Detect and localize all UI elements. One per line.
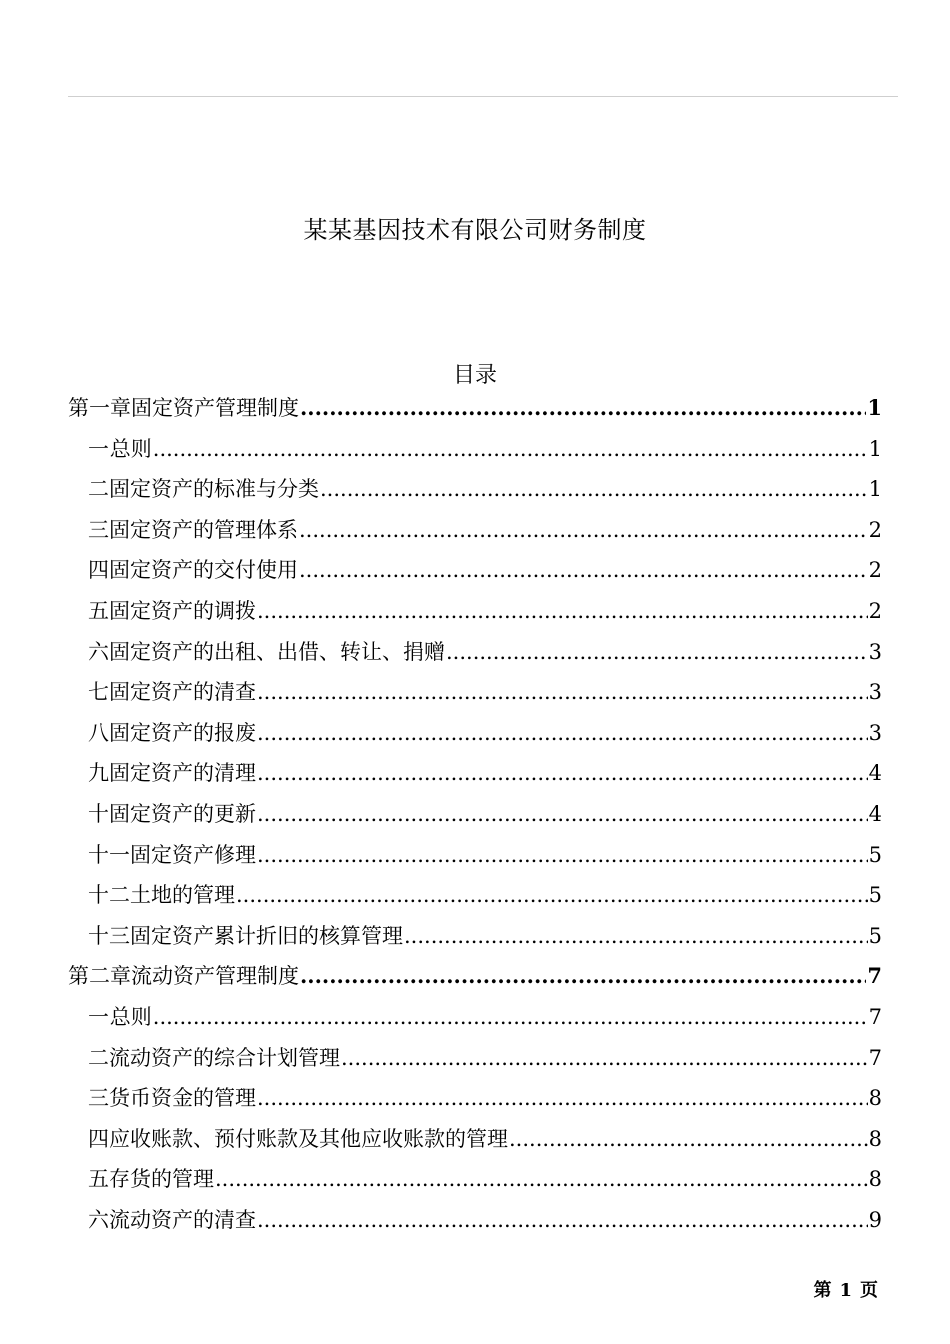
toc-dot-leader — [153, 437, 868, 461]
toc-entry-label: 流动资产管理制度 — [131, 964, 299, 989]
toc-entry-label: 固定资产的报废 — [109, 720, 256, 745]
toc-section-entry[interactable] — [68, 676, 882, 717]
toc-entry-number: 二 — [88, 477, 109, 502]
toc-entry-label: 总则 — [109, 436, 152, 461]
toc-dot-leader — [509, 1127, 868, 1151]
toc-entry-label: 固定资产的清理 — [109, 761, 256, 786]
toc-dot-leader — [257, 1086, 868, 1110]
toc-entry-label: 存货的管理 — [109, 1167, 214, 1192]
toc-dot-leader — [299, 518, 868, 542]
toc-dot-leader — [257, 680, 868, 704]
toc-entry-label: 固定资产的标准与分类 — [109, 477, 319, 502]
toc-dot-leader — [300, 395, 866, 420]
toc-section-entry[interactable] — [68, 1082, 882, 1123]
toc-entry-label: 固定资产的管理体系 — [109, 517, 298, 542]
toc-entry-label: 应收账款、预付账款及其他应收账款的管理 — [109, 1126, 508, 1151]
table-of-contents — [68, 392, 882, 1244]
toc-dot-leader — [257, 1208, 868, 1232]
toc-section-entry[interactable] — [68, 798, 882, 839]
header-rule — [68, 96, 898, 97]
toc-section-entry[interactable] — [68, 636, 882, 677]
toc-entry-number: 一 — [88, 1004, 109, 1029]
toc-entry-page: 4 — [868, 761, 882, 786]
toc-entry-page: 3 — [868, 680, 882, 705]
toc-entry-number: 八 — [88, 720, 109, 745]
toc-entry-page: 8 — [868, 1167, 882, 1192]
toc-entry-number: 四 — [88, 558, 109, 583]
toc-section-entry[interactable] — [68, 595, 882, 636]
toc-dot-leader — [153, 1005, 868, 1029]
toc-entry-number: 六 — [88, 639, 109, 664]
toc-entry-label: 土地的管理 — [130, 883, 235, 908]
toc-entry-number: 十 — [88, 801, 109, 826]
toc-entry-page: 9 — [868, 1207, 882, 1232]
toc-entry-page: 4 — [868, 801, 882, 826]
footer-prefix: 第 — [813, 1280, 832, 1301]
toc-chapter-entry[interactable] — [68, 960, 882, 1001]
toc-heading: 目录 — [452, 363, 497, 388]
toc-dot-leader — [215, 1167, 868, 1191]
toc-section-entry[interactable] — [68, 717, 882, 758]
toc-dot-leader — [257, 761, 868, 785]
toc-section-entry[interactable] — [68, 839, 882, 880]
toc-entry-label: 固定资产累计折旧的核算管理 — [130, 923, 403, 948]
toc-dot-leader — [257, 843, 868, 867]
page-footer — [809, 1276, 882, 1302]
toc-entry-page: 5 — [868, 923, 882, 948]
toc-entry-number: 第一章 — [68, 396, 131, 420]
toc-entry-page: 2 — [868, 598, 882, 623]
toc-entry-label: 总则 — [109, 1004, 152, 1029]
toc-entry-page: 7 — [867, 963, 882, 989]
toc-entry-number: 一 — [88, 436, 109, 461]
toc-dot-leader — [257, 802, 868, 826]
toc-entry-number: 第二章 — [68, 964, 131, 989]
toc-entry-label: 固定资产的调拨 — [109, 598, 256, 623]
toc-dot-leader — [446, 640, 868, 664]
toc-section-entry[interactable] — [68, 1123, 882, 1164]
toc-dot-leader — [257, 721, 868, 745]
toc-entry-page: 7 — [868, 1045, 882, 1070]
toc-entry-page: 3 — [868, 720, 882, 745]
toc-entry-number: 六 — [88, 1207, 109, 1232]
toc-entry-number: 十二 — [88, 883, 130, 908]
toc-section-entry[interactable] — [68, 1163, 882, 1204]
toc-entry-page: 3 — [868, 639, 882, 664]
toc-section-entry[interactable] — [68, 514, 882, 555]
document-title: 某某基因技术有限公司财务制度 — [303, 216, 647, 244]
toc-dot-leader — [320, 477, 868, 501]
toc-dot-leader — [341, 1046, 868, 1070]
toc-entry-page: 5 — [868, 842, 882, 867]
toc-dot-leader — [236, 883, 868, 907]
toc-section-entry[interactable] — [68, 879, 882, 920]
toc-entry-page: 2 — [868, 558, 882, 583]
toc-entry-label: 固定资产的出租、出借、转让、捐赠 — [109, 639, 445, 664]
toc-entry-page: 1 — [867, 395, 882, 420]
toc-entry-label: 货币资金的管理 — [109, 1086, 256, 1111]
toc-section-entry[interactable] — [68, 757, 882, 798]
footer-suffix: 页 — [860, 1280, 878, 1301]
toc-entry-page: 2 — [868, 517, 882, 542]
toc-section-entry[interactable] — [68, 1204, 882, 1245]
toc-dot-leader — [300, 963, 866, 988]
toc-entry-number: 五 — [88, 1167, 109, 1192]
toc-entry-page: 7 — [868, 1004, 882, 1029]
toc-entry-label: 固定资产管理制度 — [131, 396, 299, 420]
toc-entry-label: 固定资产的更新 — [109, 801, 256, 826]
toc-entry-label: 固定资产的交付使用 — [109, 558, 298, 583]
toc-section-entry[interactable] — [68, 473, 882, 514]
toc-dot-leader — [299, 558, 868, 582]
toc-entry-number: 十一 — [88, 842, 130, 867]
toc-entry-number: 十三 — [88, 923, 130, 948]
toc-entry-label: 固定资产修理 — [130, 842, 256, 867]
toc-entry-page: 1 — [868, 477, 882, 502]
toc-entry-number: 九 — [88, 761, 109, 786]
toc-section-entry[interactable] — [68, 1042, 882, 1083]
toc-dot-leader — [257, 599, 868, 623]
toc-section-entry[interactable] — [68, 1001, 882, 1042]
toc-section-entry[interactable] — [68, 433, 882, 474]
toc-entry-label: 固定资产的清查 — [109, 680, 256, 705]
toc-entry-label: 流动资产的清查 — [109, 1207, 256, 1232]
toc-entry-page: 5 — [868, 883, 882, 908]
footer-page-number: 1 — [839, 1280, 852, 1301]
toc-entry-page: 1 — [868, 436, 882, 461]
toc-entry-number: 三 — [88, 1086, 109, 1111]
toc-entry-number: 四 — [88, 1126, 109, 1151]
toc-section-entry[interactable] — [68, 920, 882, 961]
toc-entry-page: 8 — [868, 1086, 882, 1111]
toc-entry-number: 七 — [88, 680, 109, 705]
toc-entry-page: 8 — [868, 1126, 882, 1151]
toc-entry-number: 五 — [88, 598, 109, 623]
toc-chapter-entry[interactable] — [68, 392, 882, 433]
toc-entry-number: 二 — [88, 1045, 109, 1070]
toc-section-entry[interactable] — [68, 554, 882, 595]
toc-entry-number: 三 — [88, 517, 109, 542]
toc-entry-label: 流动资产的综合计划管理 — [109, 1045, 340, 1070]
toc-dot-leader — [404, 924, 868, 948]
